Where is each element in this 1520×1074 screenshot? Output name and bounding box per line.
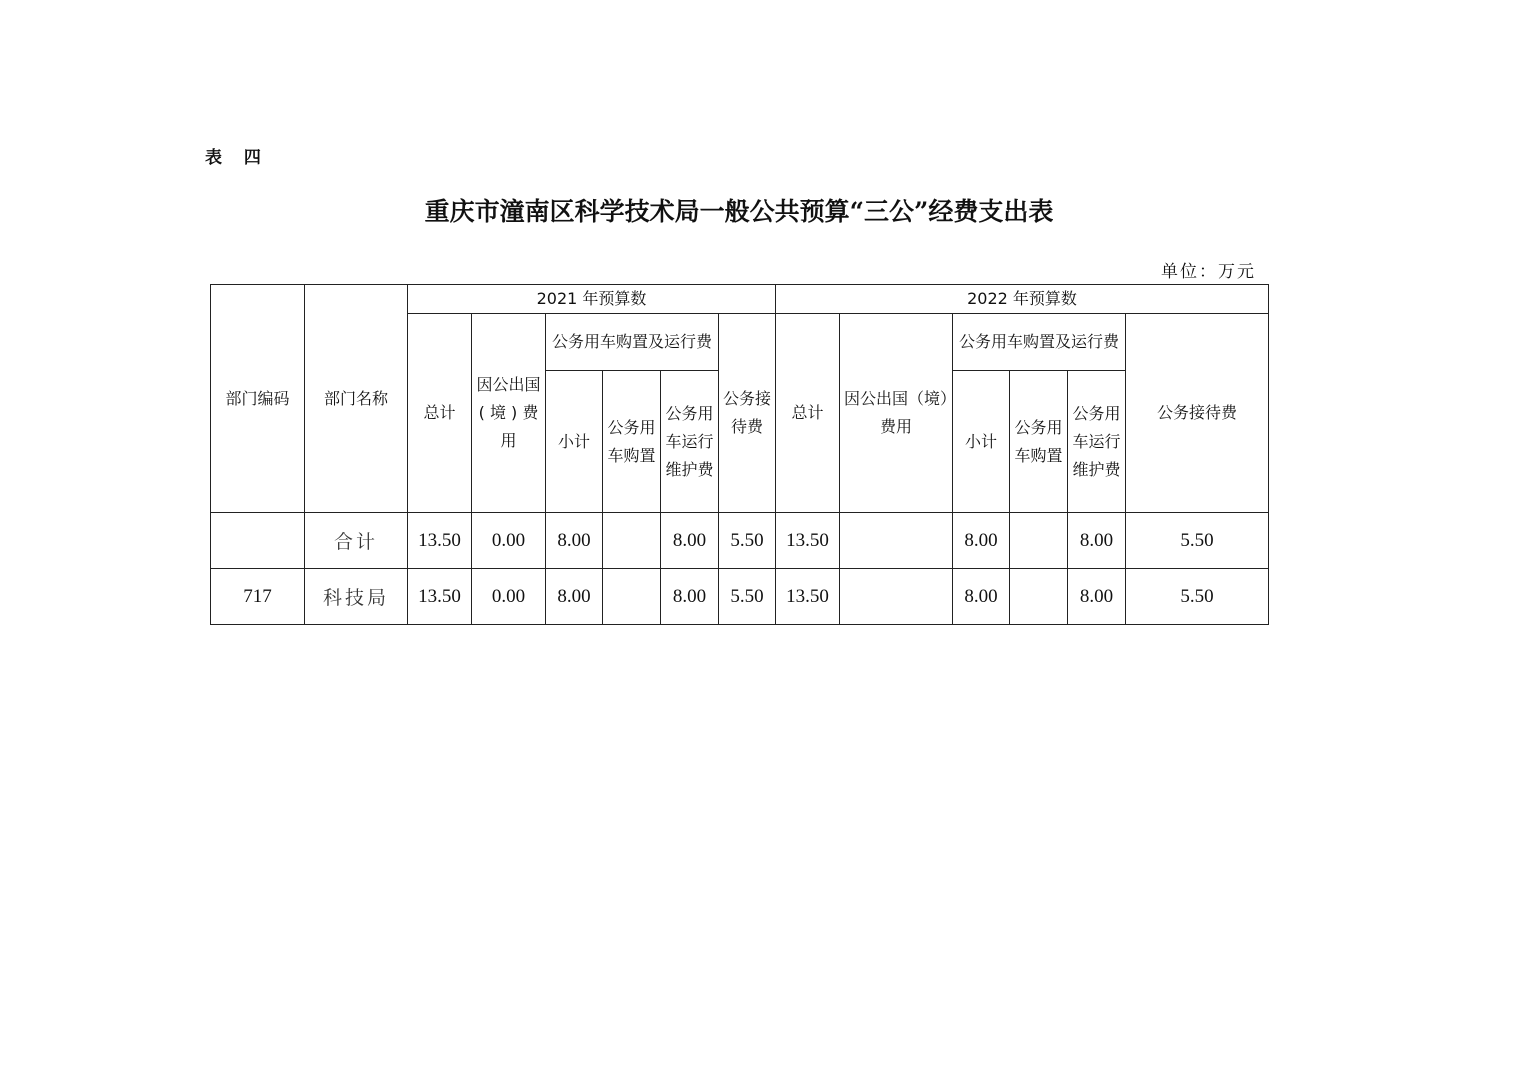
budget-table [210,284,1269,625]
cell-abroad-2022 [840,513,953,569]
header-total-2021: 总计 [408,314,472,513]
cell-operation-2021: 8.00 [661,513,719,569]
cell-reception-2021: 5.50 [719,513,776,569]
header-vehicle-group-2022: 公务用车购置及运行费 [953,314,1126,371]
cell-reception-2021: 5.50 [719,569,776,625]
cell-purchase-2021 [603,569,661,625]
cell-total-2021: 13.50 [408,569,472,625]
cell-total-2022: 13.50 [776,569,840,625]
header-vehicle-group-2021: 公务用车购置及运行费 [546,314,719,371]
cell-operation-2021: 8.00 [661,569,719,625]
header-reception-2022: 公务接待费 [1126,314,1269,513]
header-subtotal-2021: 小计 [546,371,603,513]
cell-abroad-2022 [840,569,953,625]
header-dept-name: 部门名称 [305,285,408,513]
cell-code [211,513,305,569]
cell-total-2021: 13.50 [408,513,472,569]
cell-reception-2022: 5.50 [1126,569,1269,625]
cell-abroad-2021: 0.00 [472,569,546,625]
cell-subtotal-2022: 8.00 [953,569,1010,625]
header-year-2021: 2021 年预算数 [408,285,776,314]
cell-name: 科技局 [305,569,408,625]
cell-code: 717 [211,569,305,625]
cell-reception-2022: 5.50 [1126,513,1269,569]
cell-operation-2022: 8.00 [1068,569,1126,625]
table-row-dept [211,569,1269,625]
header-reception-2021: 公务接待费 [719,314,776,513]
header-abroad-2021: 因公出国( 境 ) 费用 [472,314,546,513]
cell-purchase-2021 [603,513,661,569]
header-vehicle-purchase-2021: 公务用车购置 [603,371,661,513]
header-total-2022: 总计 [776,314,840,513]
header-vehicle-operation-2021: 公务用车运行维护费 [661,371,719,513]
document-title: 重庆市潼南区科学技术局一般公共预算“三公”经费支出表 [424,197,1054,226]
header-abroad-2022: 因公出国（境）费用 [840,314,953,513]
cell-subtotal-2021: 8.00 [546,569,603,625]
header-vehicle-operation-2022: 公务用车运行维护费 [1068,371,1126,513]
cell-operation-2022: 8.00 [1068,513,1126,569]
header-year-2022: 2022 年预算数 [776,285,1269,314]
cell-abroad-2021: 0.00 [472,513,546,569]
header-dept-code: 部门编码 [211,285,305,513]
cell-purchase-2022 [1010,569,1068,625]
header-vehicle-purchase-2022: 公务用车购置 [1010,371,1068,513]
header-subtotal-2022: 小计 [953,371,1010,513]
cell-subtotal-2022: 8.00 [953,513,1010,569]
table-label: 表 四 [205,148,269,168]
cell-purchase-2022 [1010,513,1068,569]
unit-label: 单位：万元 [1161,262,1256,282]
cell-total-2022: 13.50 [776,513,840,569]
cell-subtotal-2021: 8.00 [546,513,603,569]
table-row-total [211,513,1269,569]
cell-name: 合计 [305,513,408,569]
